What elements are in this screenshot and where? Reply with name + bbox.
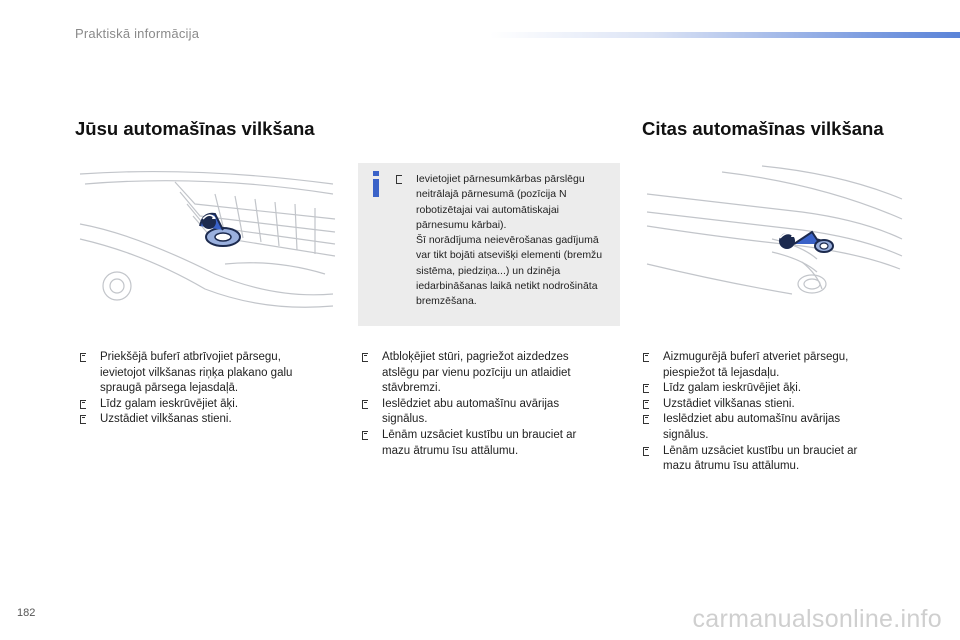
instruction-item bbox=[643, 381, 883, 397]
bullet-marker-icon bbox=[643, 415, 649, 424]
instruction-text: Lēnām uzsāciet kustību un brauciet ar mazu ātrumu īsu attālumu. bbox=[663, 444, 858, 473]
instruction-item bbox=[80, 350, 320, 397]
header-accent-bar bbox=[490, 32, 960, 38]
bullet-marker-icon bbox=[80, 353, 86, 362]
instruction-item bbox=[362, 397, 602, 428]
instruction-text: Aizmugurējā buferī atveriet pārsegu, piespiežot tā lejasdaļu. bbox=[663, 351, 849, 379]
info-note-warning: Šī norādījuma neievērošanas gadījumā var tikt bojāti atsevišķi elementi (bremžu sistēma, piedziņa...) un dzinēja iedarbināšanas laikā netikt nodrošināta bremzēšana. bbox=[416, 234, 603, 308]
info-icon bbox=[369, 171, 383, 197]
watermark-text: carmanualsonline.info bbox=[692, 605, 942, 633]
info-note-box bbox=[358, 163, 620, 326]
instruction-item bbox=[643, 350, 883, 381]
bullet-marker-icon bbox=[80, 415, 86, 424]
bullet-marker-icon bbox=[643, 353, 649, 362]
instruction-item bbox=[643, 444, 883, 475]
instruction-text: Līdz galam ieskrūvējiet āķi. bbox=[100, 397, 239, 410]
bullet-marker-icon bbox=[362, 431, 368, 440]
instruction-item bbox=[643, 397, 883, 413]
section-title-own-car: Jūsu automašīnas vilkšana bbox=[75, 118, 315, 139]
instruction-text: Lēnām uzsāciet kustību un brauciet ar mazu ātrumu īsu attālumu. bbox=[382, 428, 577, 457]
bullet-marker-icon bbox=[643, 447, 649, 456]
instruction-text: Priekšējā buferī atbrīvojiet pārsegu, ievietojot vilkšanas riņķa plakano galu spraugā pārsega lejasdaļā. bbox=[100, 351, 293, 395]
instruction-text: Atbloķējiet stūri, pagriežot aizdedzes atslēgu par vienu pozīciju un atlaidiet stāvbremzi. bbox=[382, 351, 571, 395]
bullet-marker-icon bbox=[643, 384, 649, 393]
instruction-text: Uzstādiet vilkšanas stieni. bbox=[100, 413, 232, 426]
section-title-other-car: Citas automašīnas vilkšana bbox=[642, 118, 884, 139]
instruction-item bbox=[80, 412, 320, 428]
bullet-marker-icon bbox=[643, 400, 649, 409]
info-note-text: Ievietojiet pārnesumkārbas pārslēgu neitrālajā pārnesumā (pozīcija N robotizētajai vai automātiskajai pārnesumu kārbai). bbox=[416, 173, 585, 231]
instruction-text: Uzstādiet vilkšanas stieni. bbox=[663, 397, 795, 410]
page-header-title: Praktiskā informācija bbox=[75, 26, 200, 41]
instruction-item bbox=[362, 350, 602, 397]
info-note-content bbox=[396, 172, 614, 310]
rear-bumper-illustration bbox=[642, 164, 904, 314]
instruction-item bbox=[362, 428, 602, 459]
instruction-text: Līdz galam ieskrūvējiet āķi. bbox=[663, 382, 802, 395]
instruction-item bbox=[80, 397, 320, 413]
bullet-marker-icon bbox=[362, 353, 368, 362]
instruction-text: Ieslēdziet abu automašīnu avārijas signālus. bbox=[663, 413, 841, 441]
info-note-item bbox=[396, 172, 614, 310]
bullet-marker-icon bbox=[80, 400, 86, 409]
page-number: 182 bbox=[17, 607, 36, 619]
instructions-left-column bbox=[80, 350, 320, 428]
instruction-text: Ieslēdziet abu automašīnu avārijas signālus. bbox=[382, 397, 560, 426]
instructions-middle-column bbox=[362, 350, 602, 459]
front-bumper-illustration bbox=[75, 164, 337, 314]
tow-hook-rear-icon bbox=[779, 232, 833, 252]
instruction-item bbox=[643, 412, 883, 443]
instructions-right-column bbox=[643, 350, 883, 475]
bullet-marker-icon bbox=[362, 400, 368, 409]
bullet-marker-icon bbox=[396, 175, 402, 184]
